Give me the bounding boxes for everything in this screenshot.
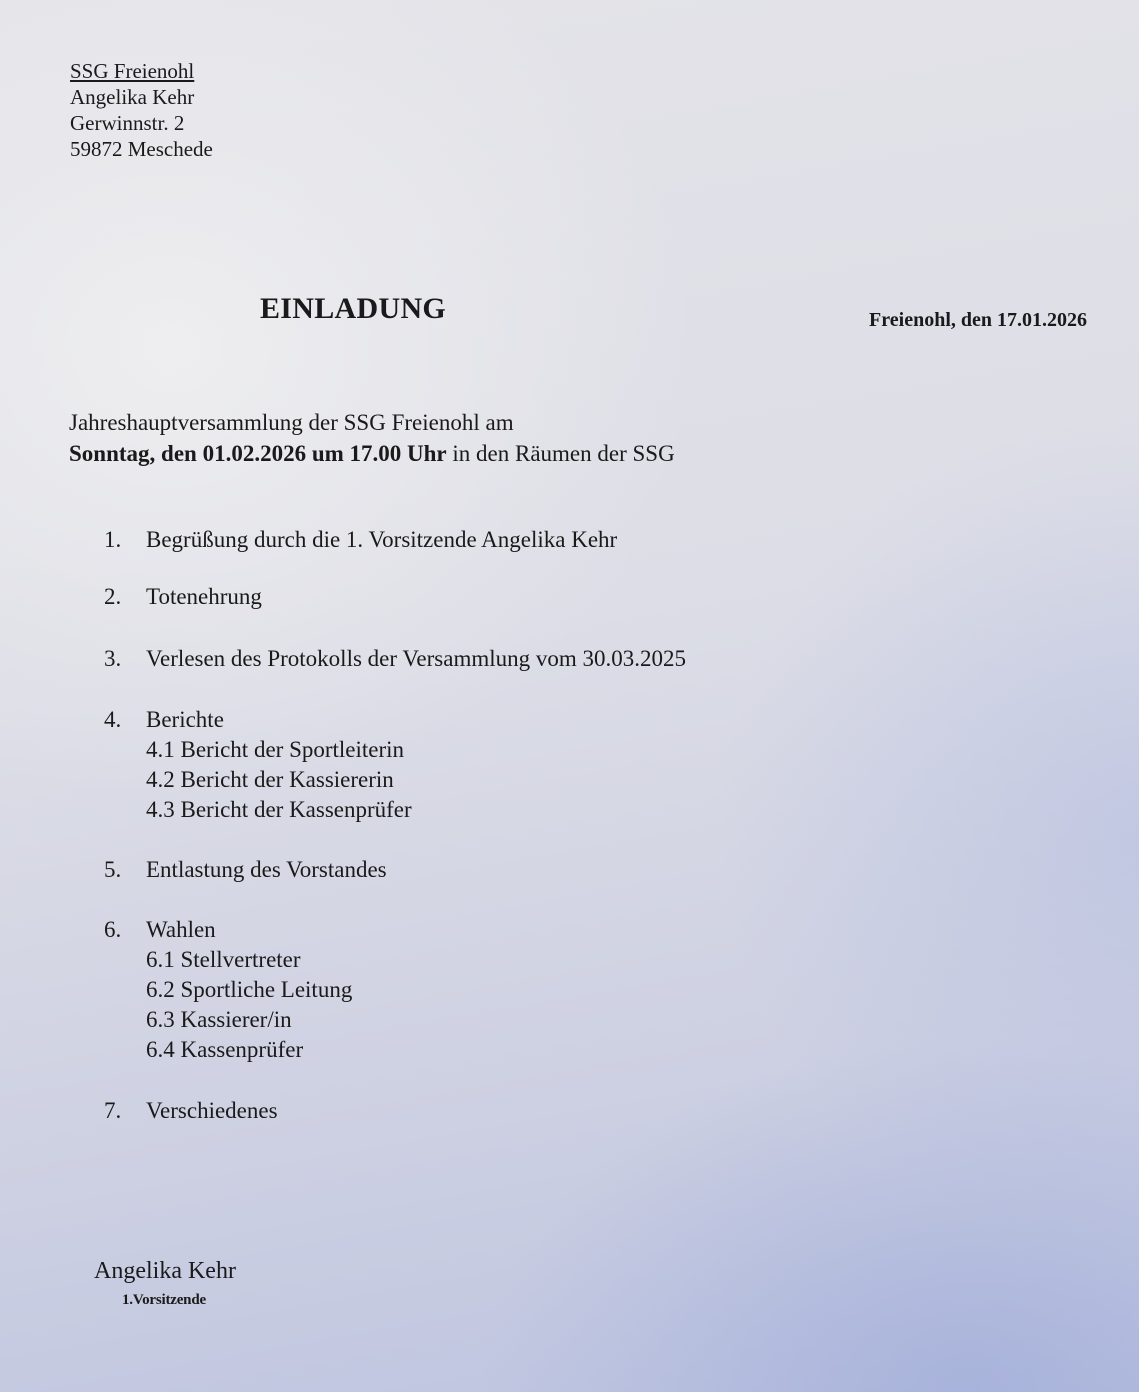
agenda-item — [104, 644, 686, 674]
agenda-item-row — [104, 644, 686, 674]
agenda-item-row — [104, 705, 686, 735]
agenda-item-row — [104, 855, 686, 885]
intro-text — [69, 407, 675, 469]
agenda-subitem: 6.2 Sportliche Leitung — [146, 977, 353, 1002]
agenda-item-text: Wahlen — [146, 917, 216, 942]
sender-organization: SSG Freienohl — [70, 59, 195, 83]
agenda-item-number: 7. — [104, 1098, 122, 1123]
agenda-item-row — [104, 1096, 686, 1126]
signature-role: 1.Vorsitzende — [122, 1292, 206, 1308]
agenda-subitems — [104, 945, 686, 1065]
agenda-list — [104, 525, 686, 1126]
agenda-item-text: Verlesen des Protokolls der Versammlung vom 30.03.2025 — [146, 646, 687, 671]
agenda-item-text: Verschiedenes — [146, 1098, 278, 1123]
sender-street: Gerwinnstr. 2 — [70, 111, 185, 135]
agenda-item-number: 5. — [104, 857, 122, 882]
agenda-subitem: 4.2 Bericht der Kassiererin — [146, 767, 394, 792]
sender-address — [70, 58, 213, 162]
meeting-datetime: Sonntag, den 01.02.2026 um 17.00 Uhr — [69, 441, 447, 466]
intro-line-1: Jahreshauptversammlung der SSG Freienohl am — [69, 410, 514, 435]
signature-name: Angelika Kehr — [94, 1258, 236, 1284]
agenda-item-text: Berichte — [146, 707, 224, 732]
agenda-item-text: Totenehrung — [146, 584, 262, 609]
agenda-item-number: 1. — [104, 527, 122, 552]
agenda-subitem: 6.4 Kassenprüfer — [146, 1037, 304, 1062]
agenda-item — [104, 582, 686, 612]
agenda-item-row — [104, 525, 686, 555]
agenda-subitems — [104, 735, 686, 825]
agenda-item — [104, 1096, 686, 1126]
agenda-item-text: Begrüßung durch die 1. Vorsitzende Angelika Kehr — [146, 527, 618, 552]
sender-name: Angelika Kehr — [70, 85, 195, 109]
agenda-item — [104, 705, 686, 825]
agenda-subitem: 4.3 Bericht der Kassenprüfer — [146, 797, 412, 822]
sender-city: 59872 Meschede — [70, 137, 213, 161]
date-line: Freienohl, den 17.01.2026 — [869, 309, 1087, 331]
agenda-item-row — [104, 915, 686, 945]
intro-line-2 — [69, 438, 675, 469]
signature-block — [94, 1256, 236, 1309]
agenda-item — [104, 525, 686, 555]
agenda-item-number: 4. — [104, 707, 122, 732]
agenda-subitem: 6.1 Stellvertreter — [146, 947, 301, 972]
agenda-item-number: 6. — [104, 917, 122, 942]
agenda-item-number: 3. — [104, 646, 122, 671]
agenda-item — [104, 855, 686, 885]
agenda-item-text: Entlastung des Vorstandes — [146, 857, 387, 882]
agenda-item-row — [104, 582, 686, 612]
agenda-subitem: 6.3 Kassierer/in — [146, 1007, 292, 1032]
document-title: EINLADUNG — [260, 292, 447, 325]
agenda-subitem: 4.1 Bericht der Sportleiterin — [146, 737, 405, 762]
agenda-item — [104, 915, 686, 1065]
meeting-location: in den Räumen der SSG — [446, 441, 675, 466]
agenda-item-number: 2. — [104, 584, 122, 609]
